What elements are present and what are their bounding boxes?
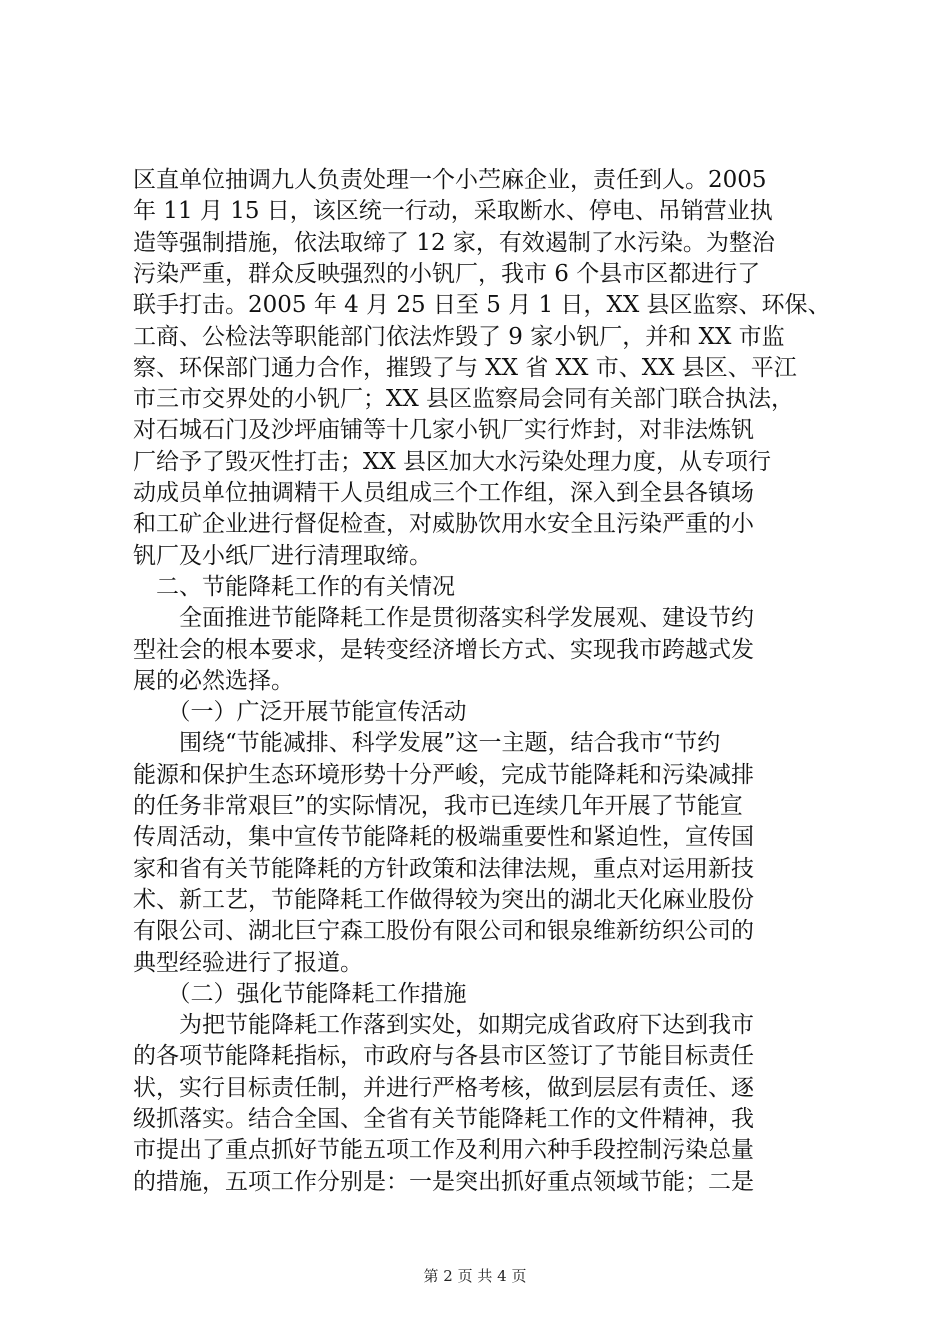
text-line: 术、新工艺，节能降耗工作做得较为突出的湖北天化麻业股份	[133, 887, 754, 913]
text-line: 造等强制措施，依法取缔了 12 家，有效遏制了水污染。为整治	[133, 230, 775, 256]
text-line: 围绕“节能减排、科学发展”这一主题，结合我市“节约	[133, 730, 721, 756]
text-line: （二）强化节能降耗工作措施	[133, 981, 467, 1007]
text-line: 典型经验进行了报道。	[133, 950, 363, 976]
text-line: 二、节能降耗工作的有关情况	[133, 574, 455, 600]
text-line: 传周活动，集中宣传节能降耗的极端重要性和紧迫性，宣传国	[133, 824, 754, 850]
text-line: 市三市交界处的小钒厂；XX 县区监察局会同有关部门联合执法，	[133, 386, 795, 412]
text-line: 动成员单位抽调精干人员组成三个工作组，深入到全县各镇场	[133, 480, 754, 506]
text-line: 有限公司、湖北巨宁森工股份有限公司和银泉维新纺织公司的	[133, 918, 754, 944]
text-line: 能源和保护生态环境形势十分严峻，完成节能降耗和污染减排	[133, 762, 754, 788]
text-line: 钒厂及小纸厂进行清理取缔。	[133, 543, 432, 569]
text-line: 工商、公检法等职能部门依法炸毁了 9 家小钒厂，并和 XX 市监	[133, 324, 785, 350]
text-line: 全面推进节能降耗工作是贯彻落实科学发展观、建设节约	[133, 605, 754, 631]
text-line: 的措施，五项工作分别是：一是突出抓好重点领域节能；二是	[133, 1169, 754, 1195]
text-line: 的各项节能降耗指标，市政府与各县市区签订了节能目标责任	[133, 1043, 754, 1069]
text-line: 家和省有关节能降耗的方针政策和法律法规，重点对运用新技	[133, 856, 754, 882]
text-line: 型社会的根本要求，是转变经济增长方式、实现我市跨越式发	[133, 637, 754, 663]
text-line: 展的必然选择。	[133, 668, 294, 694]
text-line: 污染严重，群众反映强烈的小钒厂，我市 6 个县市区都进行了	[133, 261, 761, 287]
text-line: 联手打击。2005 年 4 月 25 日至 5 月 1 日，XX 县区监察、环保、	[133, 292, 831, 318]
text-line: 级抓落实。结合全国、全省有关节能降耗工作的文件精神，我	[133, 1106, 754, 1132]
text-line: 厂给予了毁灭性打击；XX 县区加大水污染处理力度，从专项行	[133, 449, 772, 475]
text-line: 和工矿企业进行督促检查，对威胁饮用水安全且污染严重的小	[133, 511, 754, 537]
text-line: （一）广泛开展节能宣传活动	[133, 699, 467, 725]
page-footer: 第 2 页 共 4 页	[423, 1267, 527, 1285]
text-line: 的任务非常艰巨”的实际情况，我市已连续几年开展了节能宣	[133, 793, 743, 819]
text-line: 区直单位抽调九人负责处理一个小苎麻企业，责任到人。2005	[133, 167, 767, 193]
text-line: 状，实行目标责任制，并进行严格考核，做到层层有责任、逐	[133, 1075, 754, 1101]
text-line: 市提出了重点抓好节能五项工作及利用六种手段控制污染总量	[133, 1137, 754, 1163]
text-line: 对石城石门及沙坪庙铺等十几家小钒厂实行炸封，对非法炼钒	[133, 417, 754, 443]
text-line: 年 11 月 15 日，该区统一行动，采取断水、停电、吊销营业执	[133, 198, 773, 224]
text-line: 察、环保部门通力合作，摧毁了与 XX 省 XX 市、XX 县区、平江	[133, 355, 797, 381]
text-line: 为把节能降耗工作落到实处，如期完成省政府下达到我市	[133, 1012, 754, 1038]
